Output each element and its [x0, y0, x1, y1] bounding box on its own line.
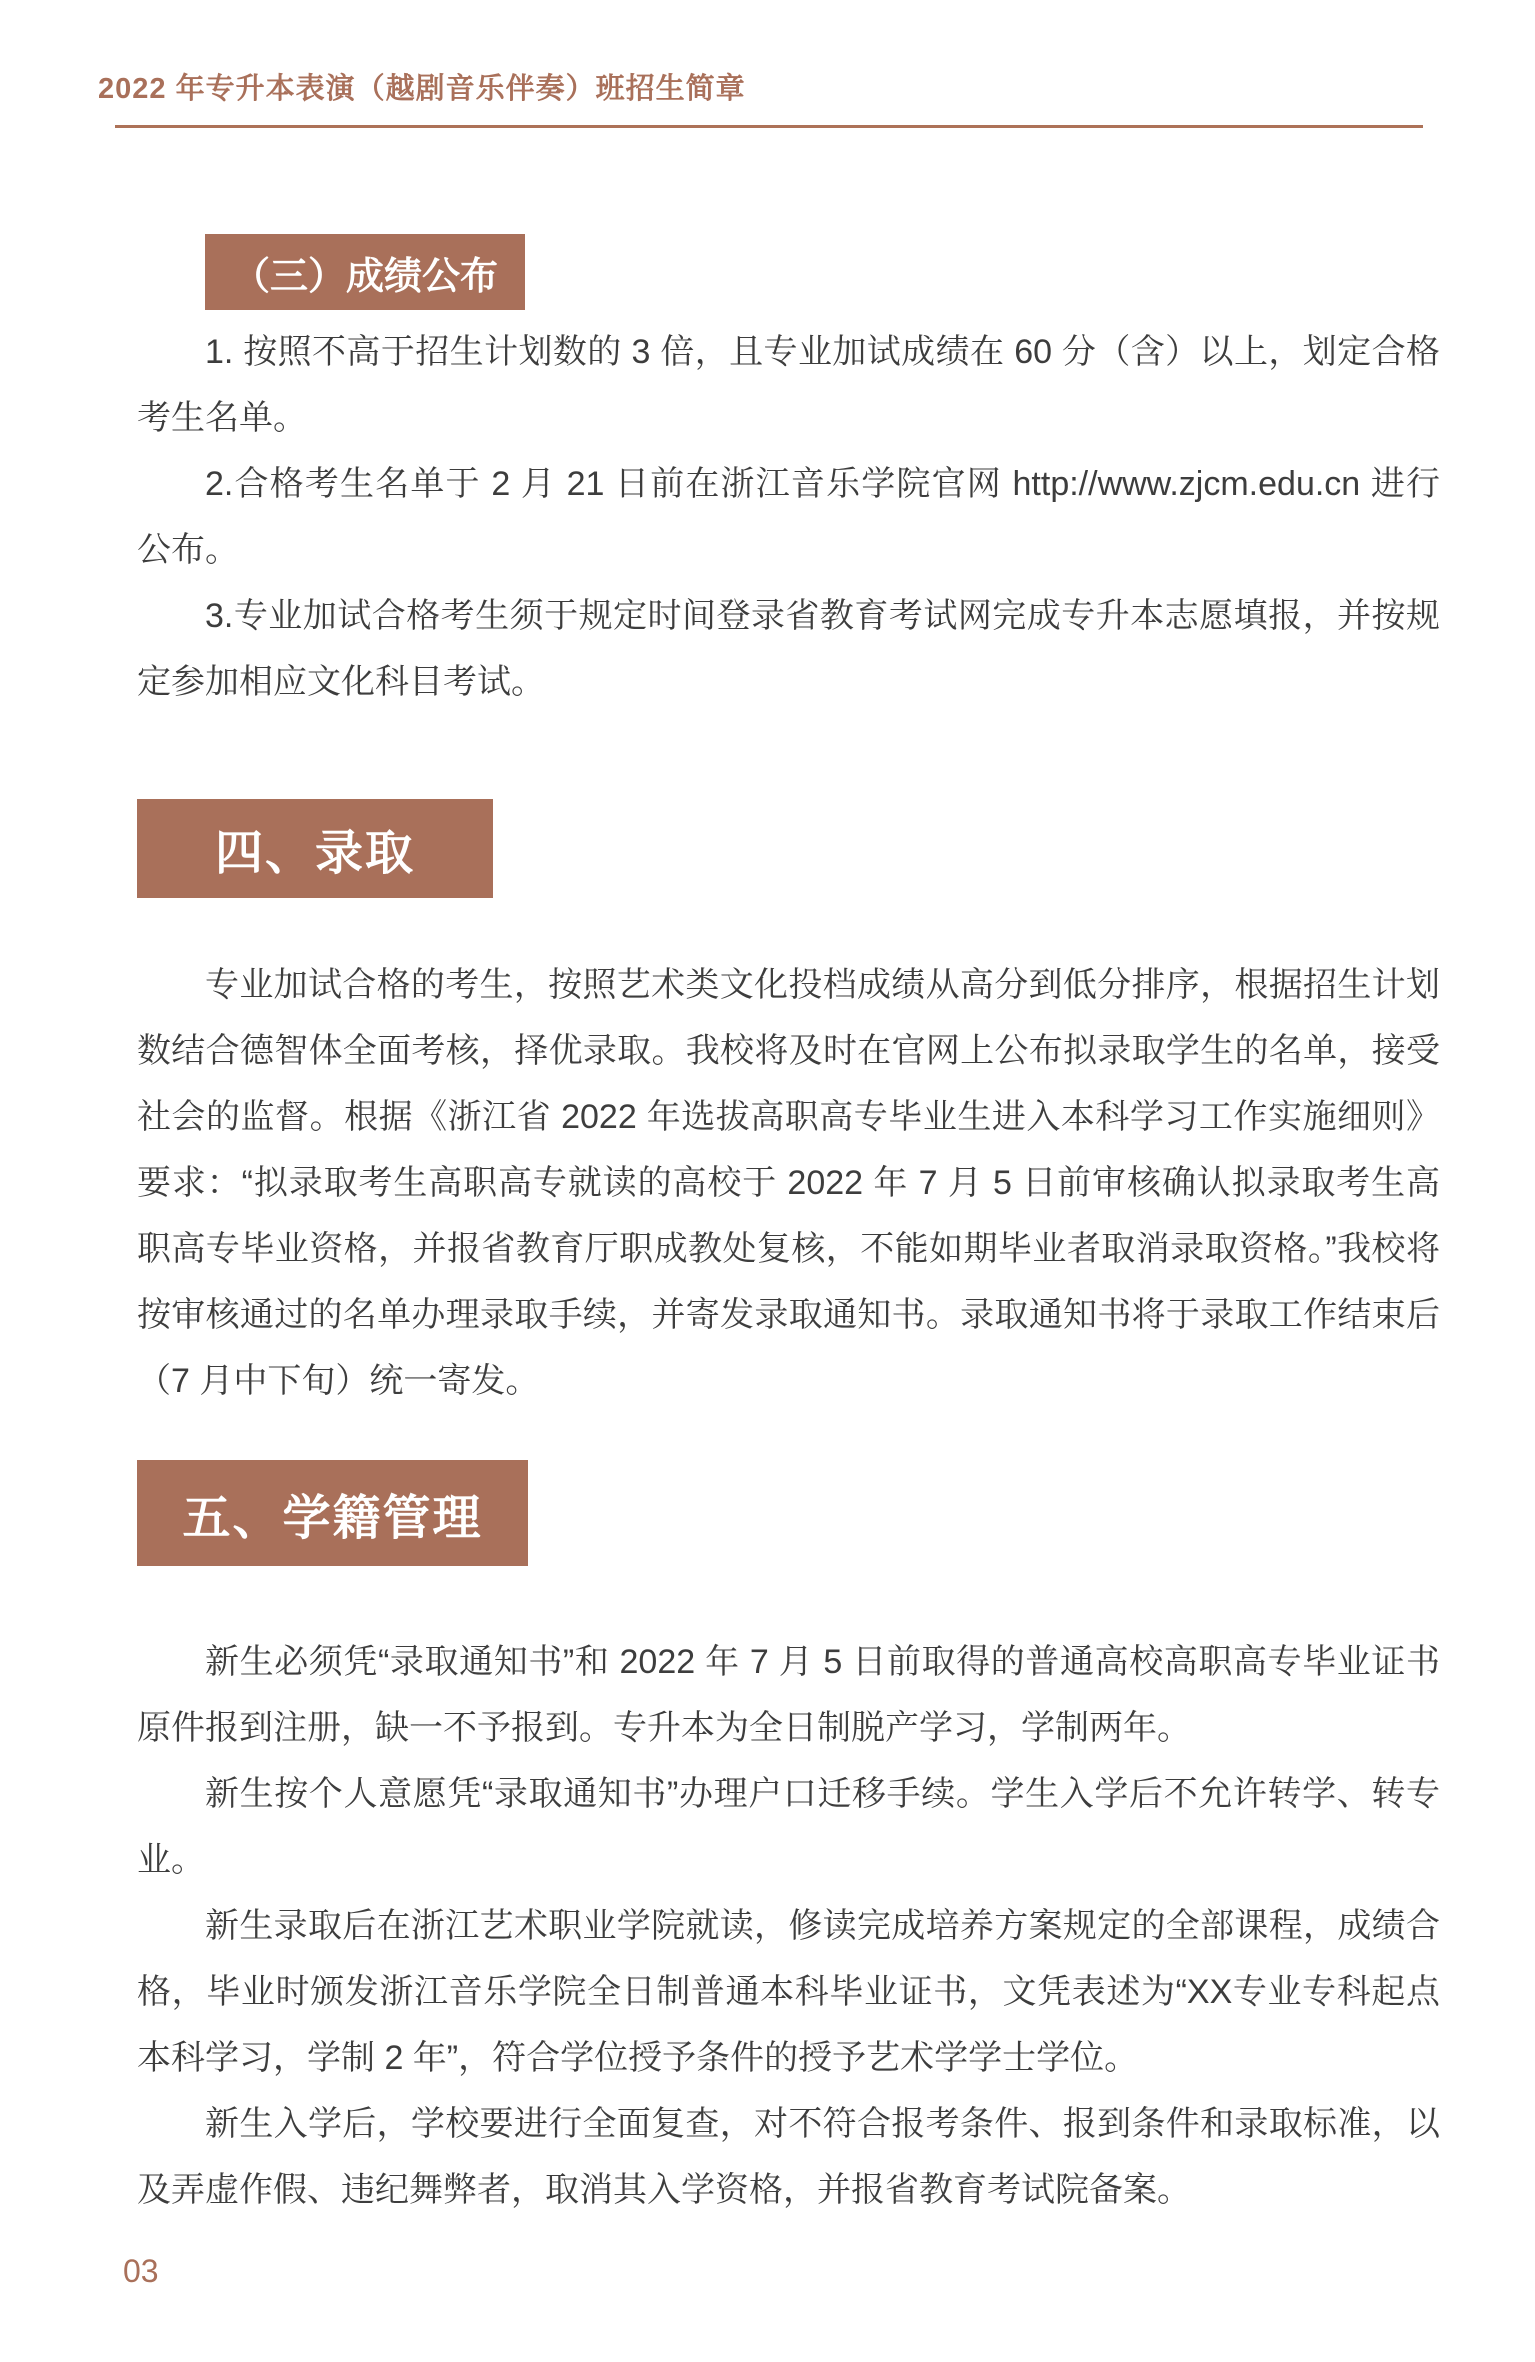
score-publication-paragraphs — [137, 319, 1440, 715]
paragraph-household-transfer: 新生按个人意愿凭“录取通知书”办理户口迁移手续。学生入学后不允许转学、转专业。 — [137, 1775, 1440, 1879]
paragraph-quota-rule: 1. 按照不高于招生计划数的 3 倍，且专业加试成绩在 60 分（含）以上，划定合格考生名单。 — [137, 333, 1440, 437]
admission-paragraphs — [137, 952, 1440, 1414]
page-title: 2022 年专升本表演（越剧音乐伴奏）班招生简章 — [98, 73, 746, 105]
paragraph-list-announcement: 2.合格考生名单于 2 月 21 日前在浙江音乐学院官网 http://www.zjcm.edu.cn 进行公布。 — [137, 465, 1440, 569]
student-status-paragraphs — [137, 1629, 1440, 2223]
paragraph-registration-requirement: 新生必须凭“录取通知书”和 2022 年 7 月 5 日前取得的普通高校高职高专毕业证书原件报到注册，缺一不予报到。专升本为全日制脱产学习，学制两年。 — [137, 1643, 1440, 1747]
paragraph-volunteer-filing: 3.专业加试合格考生须于规定时间登录省教育考试网完成专升本志愿填报，并按规定参加相应文化科目考试。 — [137, 597, 1440, 701]
page-number: 03 — [123, 2253, 159, 2289]
paragraph-admission-policy: 专业加试合格的考生，按照艺术类文化投档成绩从高分到低分排序，根据招生计划数结合德智体全面考核，择优录取。我校将及时在官网上公布拟录取学生的名单，接受社会的监督。根据《浙江省 2022 年选拔高职高专毕业生进入本科学习工作实施细则》要求：“拟录取考生高职高专就读的高校于 2022 年 7 月 5 日前审核确认拟录取考生高职高专毕业资格，并报省教育厅职成教处复核，不能如期毕业者取消录取资格。”我校将按审核通过的名单办理录取手续，并寄发录取通知书。录取通知书将于录取工作结束后（7 月中下旬）统一寄发。 — [137, 966, 1440, 1400]
paragraph-reexamination: 新生入学后，学校要进行全面复查，对不符合报考条件、报到条件和录取标准，以及弄虚作假、违纪舞弊者，取消其入学资格，并报省教育考试院备案。 — [137, 2105, 1440, 2209]
section-heading-student-status: 五、学籍管理 — [137, 1460, 528, 1566]
header-divider — [115, 125, 1423, 128]
subsection-heading-score-publication: （三）成绩公布 — [205, 234, 525, 310]
section-heading-admission: 四、录取 — [137, 799, 493, 898]
paragraph-study-and-diploma: 新生录取后在浙江艺术职业学院就读，修读完成培养方案规定的全部课程，成绩合格，毕业时颁发浙江音乐学院全日制普通本科毕业证书，文凭表述为“XX专业专科起点本科学习，学制 2 年”，符合学位授予条件的授予艺术学学士学位。 — [137, 1907, 1440, 2077]
